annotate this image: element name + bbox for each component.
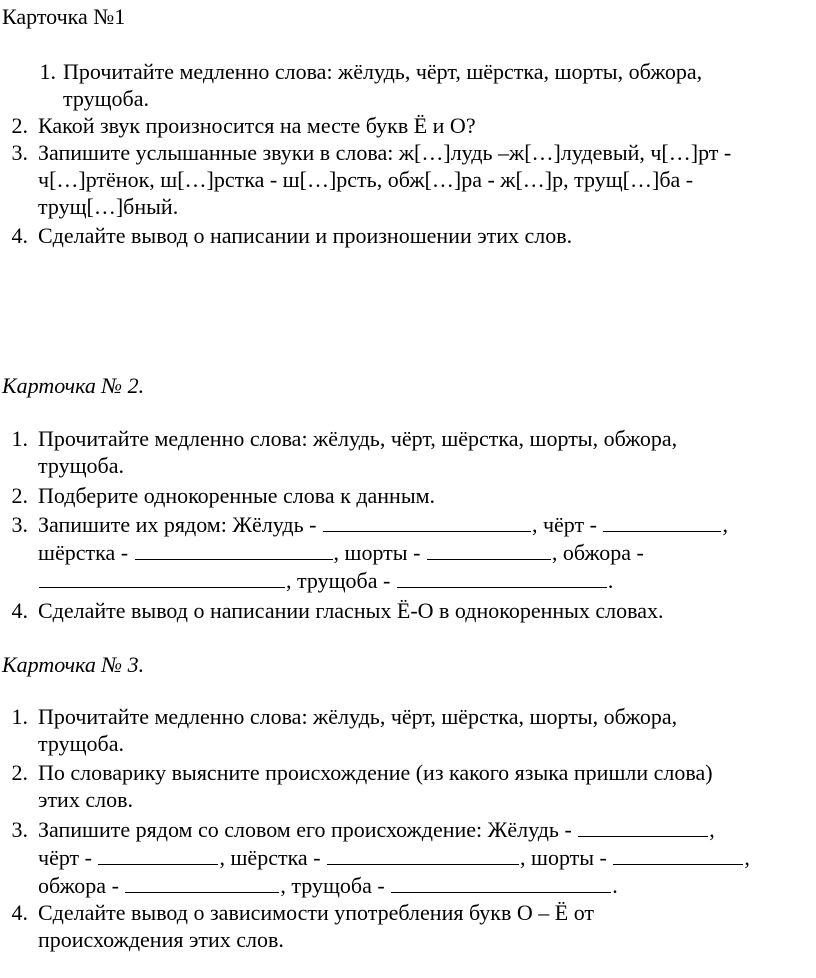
card-1-item-4 — [0, 222, 816, 249]
item-number: 4. — [11, 598, 28, 623]
item-text-line: ч[…]ртёнок, ш[…]рстка - ш[…]рсть, обж[…]ра - ж[…]р, трущ[…]ба - — [38, 167, 694, 192]
blank-line[interactable] — [323, 512, 531, 532]
card-2-item-1 — [0, 425, 816, 479]
item-number: 1. — [11, 704, 28, 729]
card-3-item-1 — [0, 703, 816, 757]
item-text-segment: . — [612, 873, 618, 898]
item-text-line: Прочитайте медленно слова: жёлудь, чёрт, шёрстка, шорты, обжора, — [38, 704, 678, 729]
item-text-segment: , трущоба - — [280, 873, 391, 898]
item-text-line: трущоба. — [38, 453, 124, 478]
item-number: 4. — [11, 900, 28, 925]
item-text-line: трущ[…]бный. — [38, 194, 179, 219]
card-2-item-3 — [0, 511, 816, 595]
blank-line[interactable] — [613, 845, 743, 865]
card-1-item-2 — [0, 112, 816, 139]
item-text-line: Какой звук произносится на месте букв Ё и О? — [38, 113, 476, 138]
card-2-item-2 — [0, 482, 816, 509]
item-text-segment: обжора - — [38, 873, 125, 898]
blank-line[interactable] — [327, 845, 519, 865]
item-number: 2. — [11, 760, 28, 785]
item-text-segment: Запишите их рядом: Жёлудь - — [38, 512, 322, 537]
item-text-line: По словарику выясните происхождение (из какого языка пришли слова) — [38, 760, 713, 785]
card-1-item-1 — [0, 58, 816, 112]
item-text-segment: чёрт - — [38, 845, 98, 870]
blank-line[interactable] — [578, 817, 708, 837]
blank-line[interactable] — [98, 845, 218, 865]
card-1-item-3 — [0, 139, 816, 220]
item-number: 2. — [11, 113, 28, 138]
card-3-item-4 — [0, 899, 816, 953]
blank-line[interactable] — [427, 540, 551, 560]
item-number: 3. — [11, 140, 28, 165]
item-number: 3. — [11, 512, 28, 537]
card-1-title: Карточка №1 — [2, 4, 126, 29]
item-text-line: Подберите однокоренные слова к данным. — [38, 483, 436, 508]
item-text-line: Сделайте вывод о написании гласных Ё-О в однокоренных словах. — [38, 598, 664, 623]
item-text-line: трущоба. — [38, 731, 124, 756]
item-text-line: происхождения этих слов. — [38, 927, 284, 952]
blank-line[interactable] — [391, 873, 611, 893]
item-text-segment: , обжора - — [551, 540, 644, 565]
card-3-item-3 — [0, 816, 816, 900]
item-number: 3. — [11, 817, 28, 842]
item-text-line: Запишите услышанные звуки в слова: ж[…]лудь –ж[…]лудевый, ч[…]рт - — [38, 140, 732, 165]
item-text-segment: , чёрт - — [531, 512, 603, 537]
card-2-title: Карточка № 2. — [2, 373, 145, 398]
item-text-line: этих слов. — [38, 787, 133, 812]
item-number: 1. — [11, 426, 28, 451]
item-text-segment: , — [709, 817, 715, 842]
item-text-line: Сделайте вывод о написании и произношении этих слов. — [38, 223, 573, 248]
item-text-line: трущоба. — [63, 86, 149, 111]
item-text-line: Сделайте вывод о зависимости употребления букв О – Ё от — [38, 900, 595, 925]
item-text-segment: Запишите рядом со словом его происхождение: Жёлудь - — [38, 817, 578, 842]
card-3-title: Карточка № 3. — [2, 652, 145, 677]
item-text-segment: , шёрстка - — [219, 845, 327, 870]
blank-line[interactable] — [397, 568, 607, 588]
blank-line[interactable] — [125, 873, 279, 893]
item-text-segment: . — [607, 568, 614, 593]
item-text-segment: , шорты - — [520, 845, 613, 870]
item-text-segment: шёрстка - — [38, 540, 134, 565]
blank-line[interactable] — [603, 512, 721, 532]
blank-line[interactable] — [135, 540, 333, 560]
item-number: 2. — [11, 483, 28, 508]
item-number: 1. — [39, 59, 56, 84]
blank-line[interactable] — [39, 568, 285, 588]
item-text-segment: , трущоба - — [286, 568, 396, 593]
card-2-item-4 — [0, 597, 816, 624]
item-text-line: Прочитайте медленно слова: жёлудь, чёрт, шёрстка, шорты, обжора, — [63, 59, 703, 84]
item-number: 4. — [11, 223, 28, 248]
item-text-segment: , шорты - — [333, 540, 426, 565]
item-text-segment: , — [722, 512, 728, 537]
item-text-segment: , — [744, 845, 750, 870]
card-3-item-2 — [0, 759, 816, 813]
item-text-line: Прочитайте медленно слова: жёлудь, чёрт, шёрстка, шорты, обжора, — [38, 426, 678, 451]
